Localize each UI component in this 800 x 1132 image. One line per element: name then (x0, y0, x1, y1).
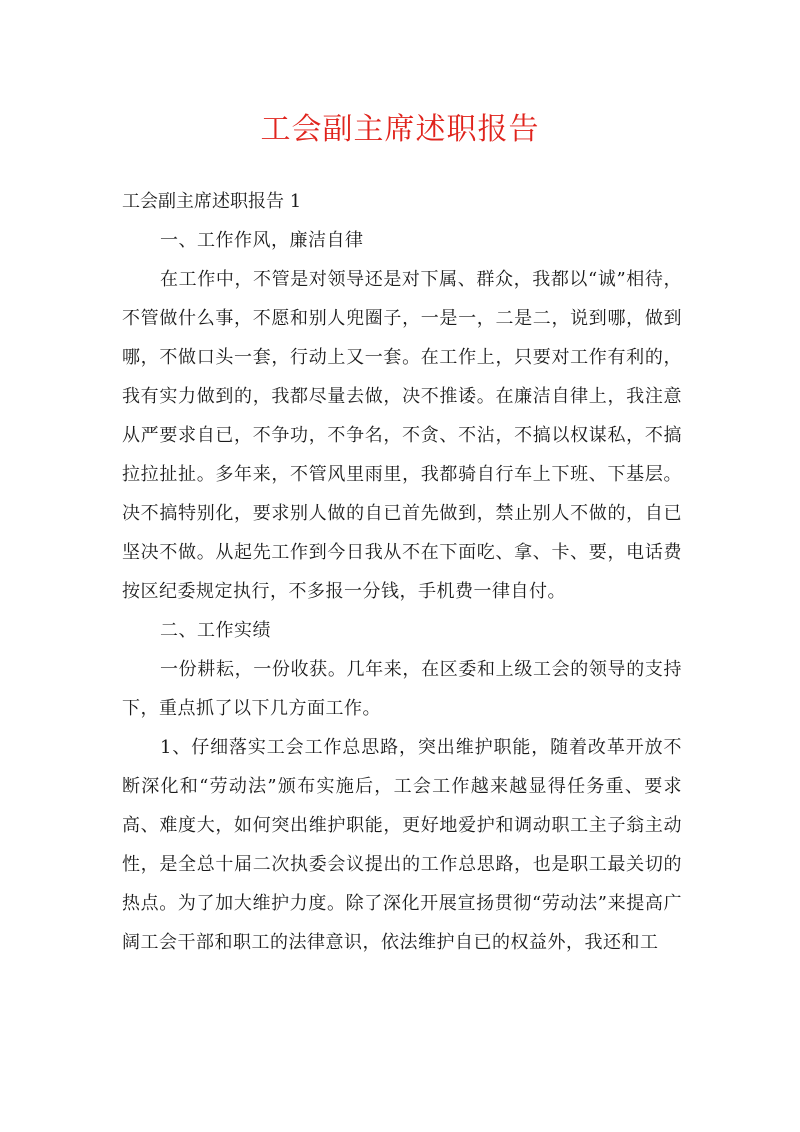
section-heading-achievements: 二、工作实绩 (160, 620, 271, 641)
document-title: 工会副主席述职报告 (260, 112, 540, 147)
section-heading-work-style: 一、工作作风，廉洁自律 (160, 230, 364, 251)
report-subtitle: 工会副主席述职报告 1 (122, 191, 302, 212)
paragraph-achievements-intro: 一份耕耘，一份收获。几年来，在区委和上级工会的领导的支持下，重点抓了以下几方面工作。 (122, 659, 682, 719)
paragraph-item-1: 1、仔细落实工会工作总思路，突出维护职能，随着改革开放不断深化和“劳动法”颁布实施后，工会工作越来越显得任务重、要求高、难度大，如何突出维护职能，更好地爱护和调动职工主子翁主动性，是全总十届二次执委会议提出的工作总思路，也是职工最关切的热点。为了加大维护力度。除了深化开展宣扬贯彻“劳动法”来提高广阔工会干部和职工的法律意识，依法维护自已的权益外，我还和工 (122, 737, 682, 953)
document-body (122, 182, 682, 962)
paragraph-work-style: 在工作中，不管是对领导还是对下属、群众，我都以“诚”相待，不管做什么事，不愿和别人兜圈子，一是一，二是二，说到哪，做到哪，不做口头一套，行动上又一套。在工作上，只要对工作有利的，我有实力做到的，我都尽量去做，决不推诿。在廉洁自律上，我注意从严要求自已，不争功，不争名，不贪、不沾，不搞以权谋私，不搞拉拉扯扯。多年来，不管风里雨里，我都骑自行车上下班、下基层。决不搞特别化，要求别人做的自已首先做到，禁止别人不做的，自已坚决不做。从起先工作到今日我从不在下面吃、拿、卡、要，电话费按区纪委规定执行，不多报一分钱，手机费一律自付。 (122, 269, 682, 602)
